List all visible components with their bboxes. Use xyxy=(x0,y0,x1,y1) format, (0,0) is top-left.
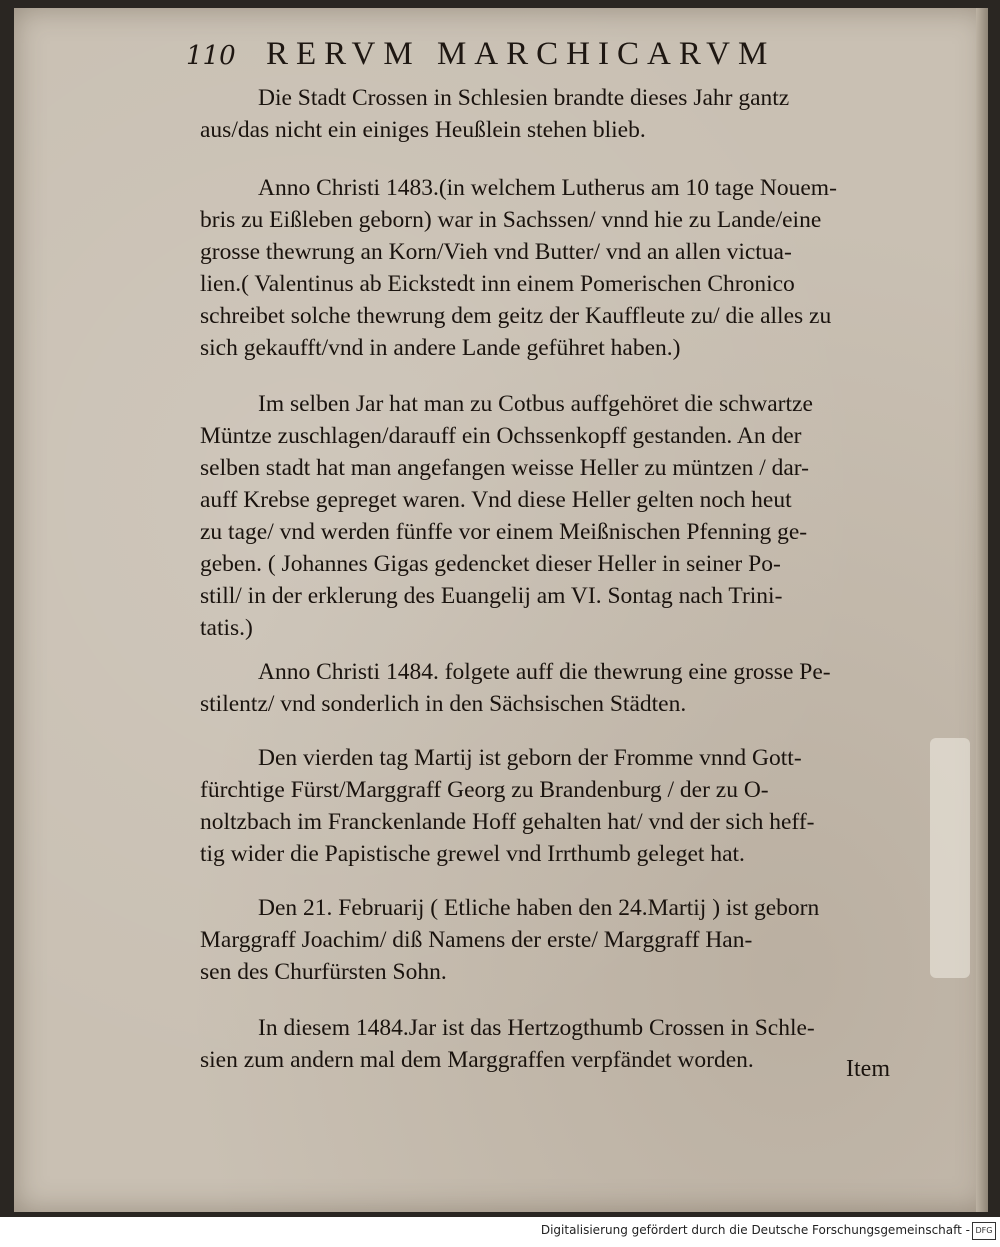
text-line: aus/das nicht ein einiges Heußlein stehen blieb. xyxy=(200,117,646,143)
text-line: fürchtige Fürst/Marggraff Georg zu Brandenburg / der zu O- xyxy=(200,777,769,803)
paragraph xyxy=(200,172,920,364)
paper-stain xyxy=(930,738,970,978)
text-line: Marggraff Joachim/ diß Namens der erste/ Marggraff Han- xyxy=(200,927,753,953)
text-line: sen des Churfürsten Sohn. xyxy=(200,959,447,985)
text-line: Die Stadt Crossen in Schlesien brandte dieses Jahr gantz xyxy=(258,85,790,111)
text-line: Anno Christi 1484. folgete auff die thewrung eine grosse Pe- xyxy=(258,659,831,685)
dfg-logo: DFG xyxy=(972,1222,996,1240)
running-title: RERVM MARCHICARVM xyxy=(266,36,776,72)
text-line: sien zum andern mal dem Marggraffen verpfändet worden. xyxy=(200,1047,754,1073)
text-line: grosse thewrung an Korn/Vieh vnd Butter/ vnd an allen victua- xyxy=(200,239,792,265)
page-number: 110 xyxy=(186,41,236,71)
text-line: lien.( Valentinus ab Eickstedt inn einem Pomerischen Chronico xyxy=(200,271,795,297)
text-line: In diesem 1484.Jar ist das Hertzogthumb Crossen in Schle- xyxy=(258,1015,815,1041)
text-line: Anno Christi 1483.(in welchem Lutherus am 10 tage Nouem- xyxy=(258,175,837,201)
paragraph xyxy=(200,742,920,870)
text-line: still/ in der erklerung des Euangelij am VI. Sontag nach Trini- xyxy=(200,583,783,609)
text-line: stilentz/ vnd sonderlich in den Sächsischen Städten. xyxy=(200,691,687,717)
text-line: zu tage/ vnd werden fünffe vor einem Meißnischen Pfenning ge- xyxy=(200,519,808,545)
text-line: noltzbach im Franckenlande Hoff gehalten hat/ vnd der sich heff- xyxy=(200,809,815,835)
text-line: Den vierden tag Martij ist geborn der Fromme vnnd Gott- xyxy=(258,745,802,771)
page-edge xyxy=(976,8,988,1212)
footer-credit: Digitalisierung gefördert durch die Deutsche Forschungsgemeinschaft - xyxy=(540,1223,970,1237)
body-text xyxy=(200,82,920,1076)
footer-strip xyxy=(0,1217,1000,1247)
paragraph xyxy=(200,1012,920,1076)
text-line: schreibet solche thewrung dem geitz der Kauffleute zu/ die alles zu xyxy=(200,303,832,329)
paragraph xyxy=(200,82,920,146)
paragraph xyxy=(200,892,920,988)
text-line: Den 21. Februarij ( Etliche haben den 24.Martij ) ist geborn xyxy=(258,895,820,921)
text-line: tig wider die Papistische grewel vnd Irrthumb geleget hat. xyxy=(200,841,745,867)
page-header xyxy=(186,36,886,76)
text-line: selben stadt hat man angefangen weisse Heller zu müntzen / dar- xyxy=(200,455,809,481)
text-line: auff Krebse gepreget waren. Vnd diese Heller gelten noch heut xyxy=(200,487,792,513)
text-line: bris zu Eißleben geborn) war in Sachssen/ vnnd hie zu Lande/eine xyxy=(200,207,822,233)
text-line: sich gekaufft/vnd in andere Lande geführet haben.) xyxy=(200,335,681,361)
paragraph xyxy=(200,656,920,720)
text-line: Müntze zuschlagen/darauff ein Ochssenkopff gestanden. An der xyxy=(200,423,802,449)
paragraph xyxy=(200,388,920,644)
text-line: tatis.) xyxy=(200,615,253,641)
catchword: Item xyxy=(846,1056,890,1082)
text-line: Im selben Jar hat man zu Cotbus auffgehöret die schwartze xyxy=(258,391,813,417)
text-line: geben. ( Johannes Gigas gedencket dieser Heller in seiner Po- xyxy=(200,551,781,577)
